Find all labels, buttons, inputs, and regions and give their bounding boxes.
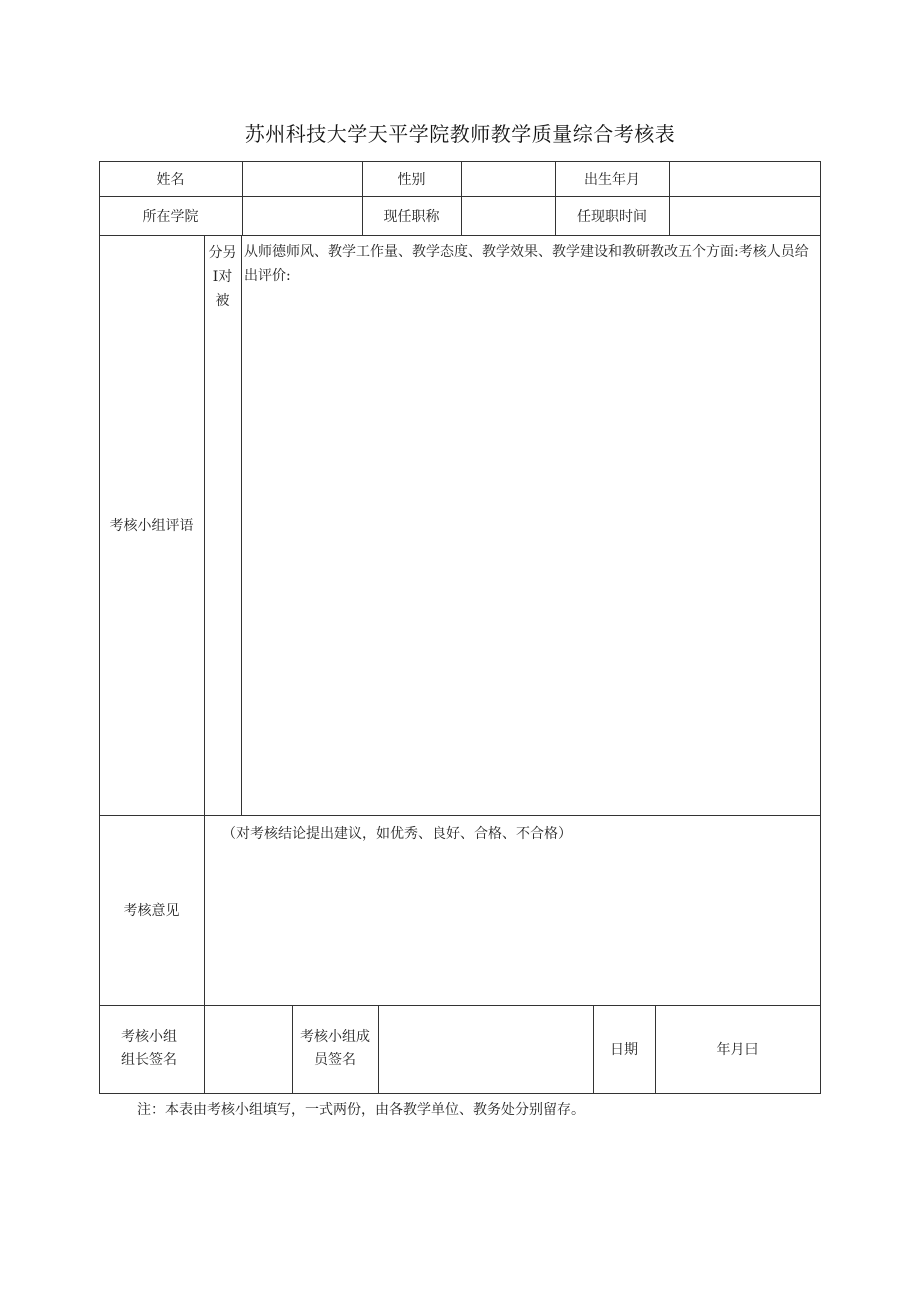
leader-signature-field[interactable] [204, 1005, 292, 1093]
name-label: 姓名 [156, 171, 185, 188]
document-title: 苏州科技大学天平学院教师教学质量综合考核表 [244, 122, 676, 146]
title-time-label: 任现职时间 [577, 208, 647, 225]
table-border-right [820, 161, 821, 1094]
member-signature-field[interactable] [378, 1005, 593, 1093]
gender-field[interactable] [461, 161, 555, 196]
name-field[interactable] [242, 161, 362, 196]
opinion-content-area[interactable] [204, 815, 820, 1005]
footer-note: 注：本表由考核小组填写，一式两份，由各教学单位、教务处分别留存。 [137, 1102, 585, 1118]
side-text-line: I对 [212, 269, 233, 285]
evaluation-label: 考核小组评语 [109, 518, 194, 534]
leader-signature-label: 考核小组组长签名 [121, 1029, 177, 1068]
birth-date-label: 出生年月 [584, 171, 640, 188]
table-border-bottom [99, 1093, 821, 1094]
side-text-line: 被 [215, 293, 230, 309]
gender-label: 性别 [397, 171, 426, 188]
evaluation-side-text [204, 235, 241, 815]
opinion-hint: （对考核结论提出建议，如优秀、良好、合格、不合格） [222, 826, 572, 842]
college-field[interactable] [242, 196, 362, 235]
member-signature-label: 考核小组成员签名 [300, 1029, 370, 1068]
evaluation-description: 从师德师风、教学工作量、教学态度、教学效果、教学建设和教研教改五个方面:考核人员给出评价: [244, 244, 809, 284]
title-time-field[interactable] [669, 196, 820, 235]
assessment-form [99, 161, 821, 1094]
evaluation-content-area[interactable] [241, 235, 820, 815]
date-label: 日期 [610, 1042, 638, 1058]
side-text-line: 分另 [208, 245, 237, 261]
college-label: 所在学院 [142, 208, 199, 225]
member-signature-label-cell [292, 1005, 378, 1093]
current-title-field[interactable] [461, 196, 555, 235]
opinion-label: 考核意见 [123, 903, 180, 919]
leader-signature-label-cell [99, 1005, 204, 1093]
date-field[interactable]: 年月曰 [716, 1042, 759, 1058]
birth-date-field[interactable] [669, 161, 820, 196]
current-title-label: 现任职称 [383, 208, 440, 225]
